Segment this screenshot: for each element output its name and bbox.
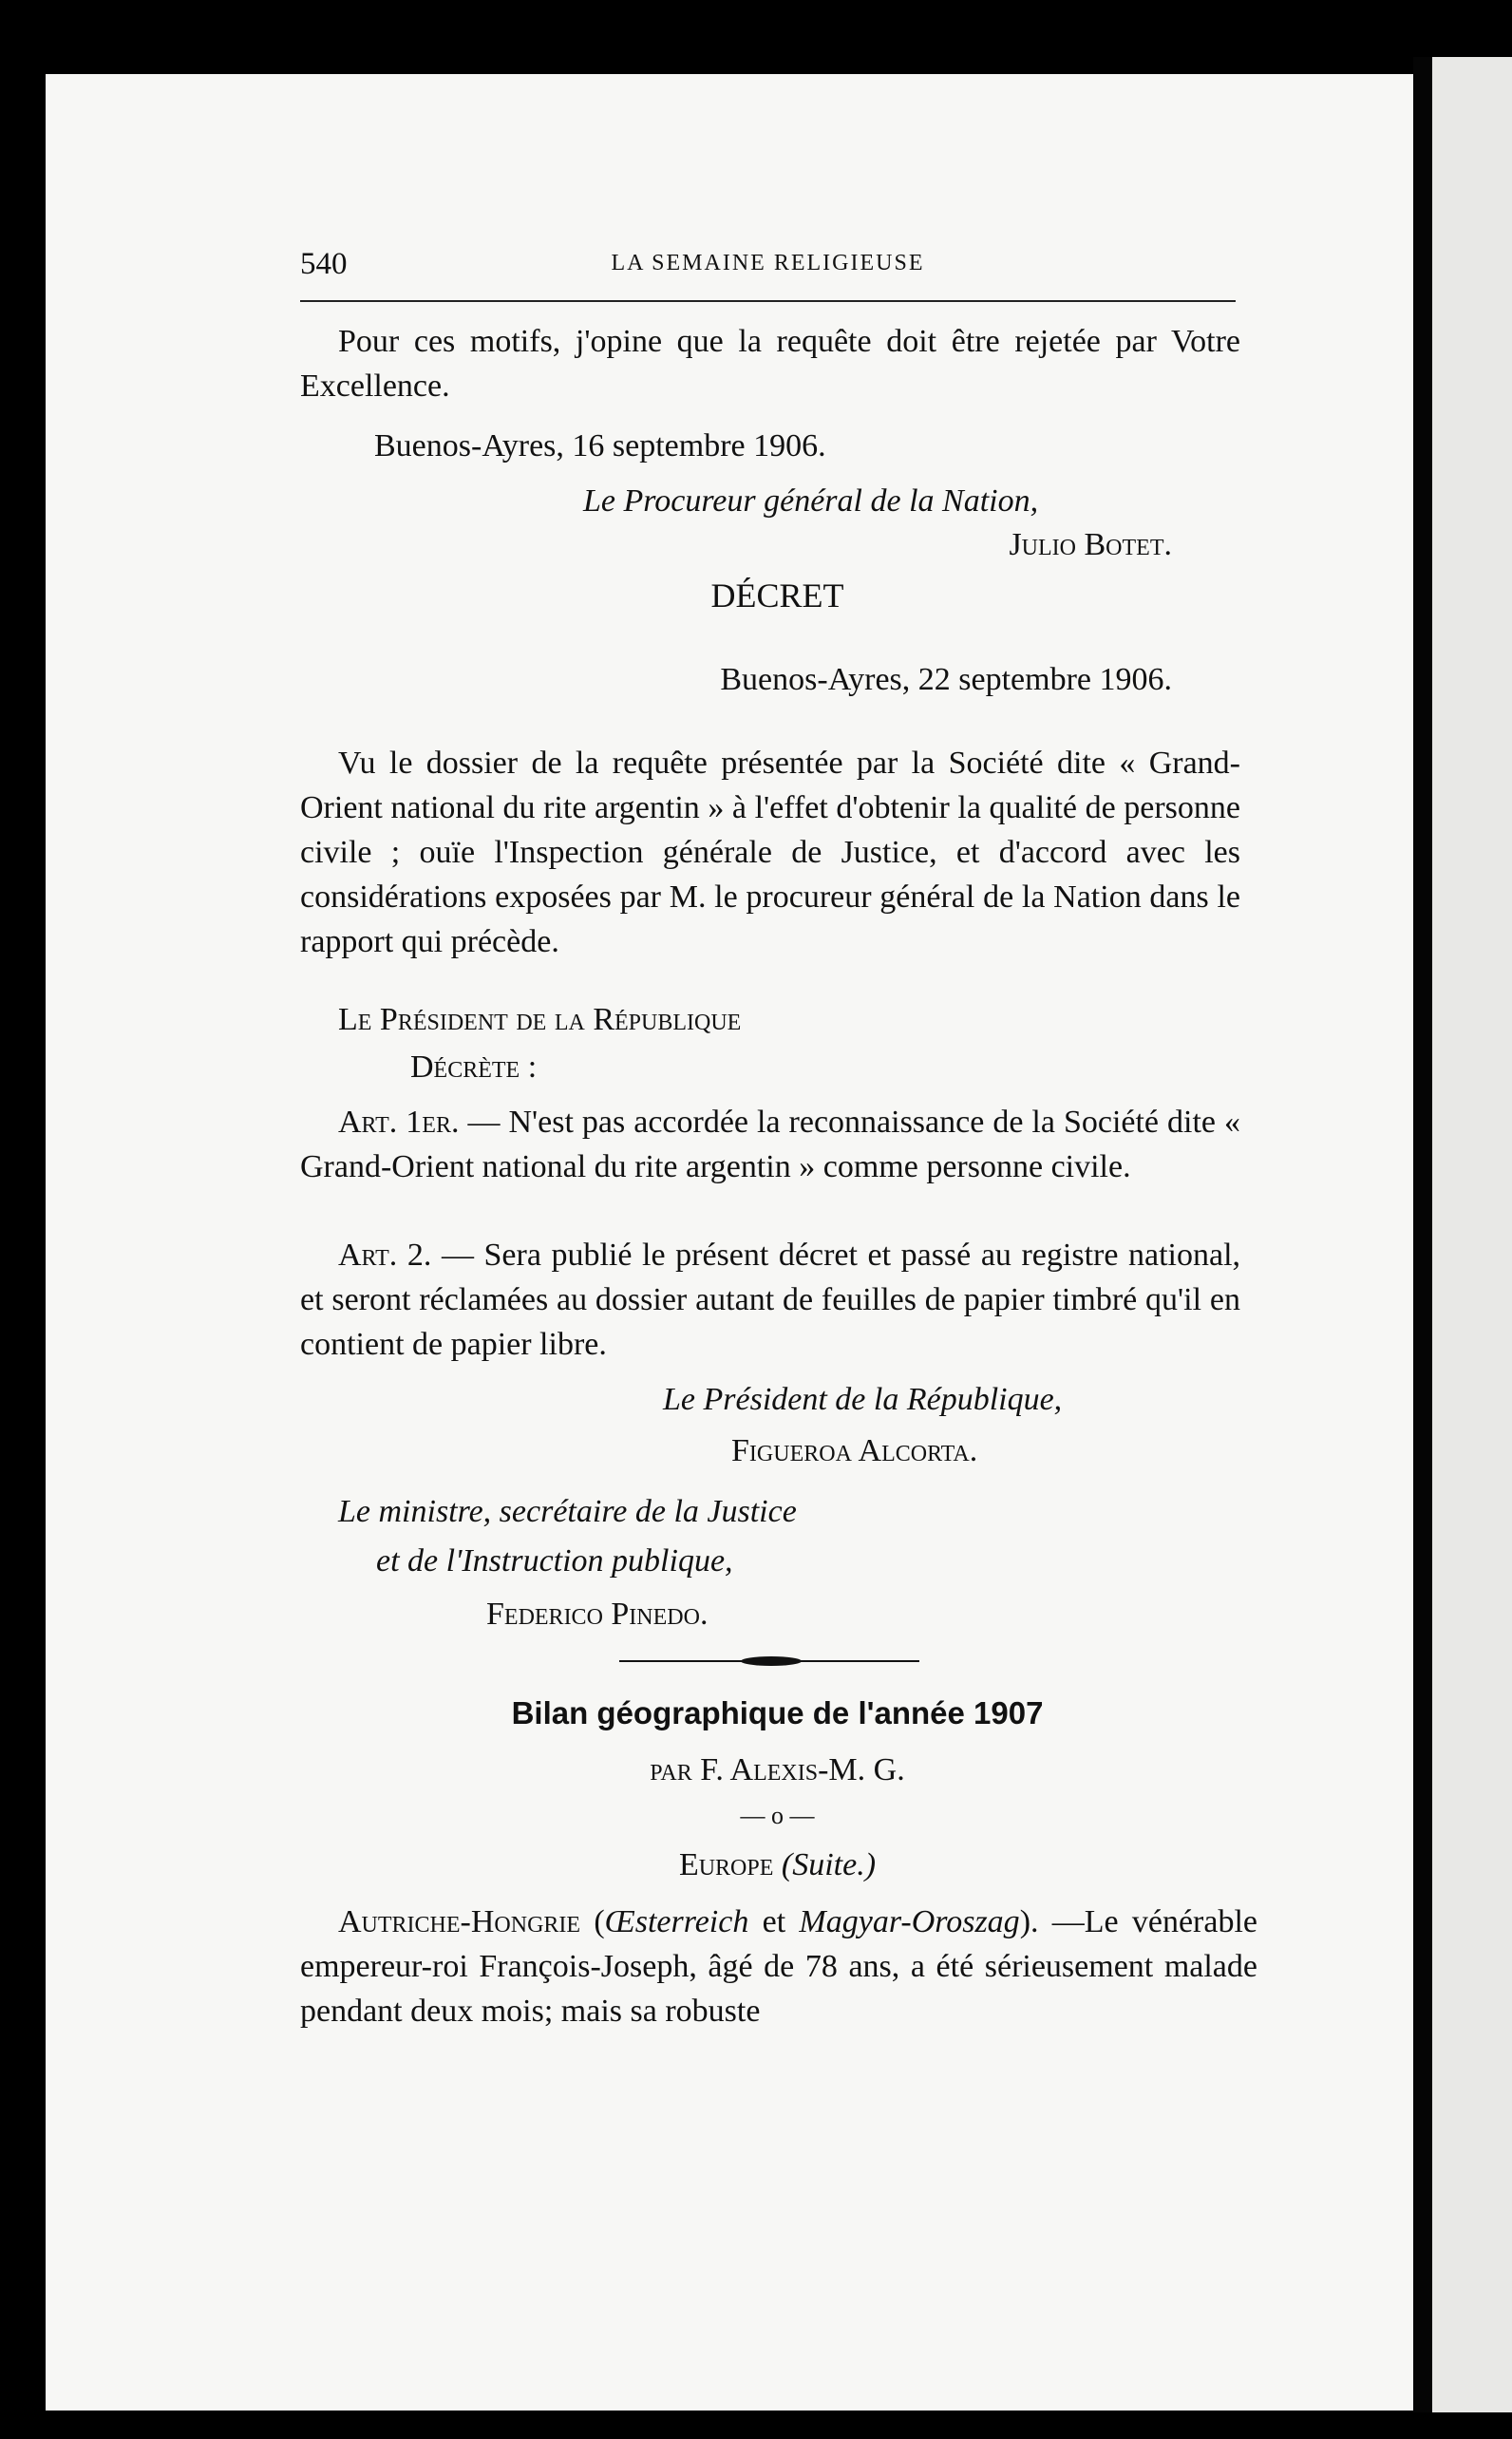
- page-gutter: [1413, 57, 1432, 2412]
- signature-3-title-line1: Le ministre, secrétaire de la Justice: [338, 1494, 797, 1529]
- signature-2-name: Figueroa Alcorta.: [731, 1433, 978, 1468]
- page-number: 540: [300, 247, 348, 281]
- section-name: Europe: [678, 1847, 774, 1882]
- country-name: Autriche-Hongrie: [338, 1904, 581, 1939]
- adjacent-page-edge: [1432, 57, 1512, 2412]
- signature-1-name: Julio Botet.: [1009, 527, 1172, 562]
- country-native-1: Œsterreich: [604, 1904, 749, 1939]
- paragraph-conclusion: Pour ces motifs, j'opine que la requête doit être rejetée par Votre Excellence.: [300, 324, 1240, 404]
- dateline-2: Buenos-Ayres, 22 septembre 1906.: [720, 662, 1172, 697]
- article-2: [300, 1233, 1240, 1367]
- decree-heading: DÉCRET: [710, 577, 844, 614]
- country-and: et: [762, 1904, 786, 1939]
- small-separator: — o —: [740, 1802, 815, 1829]
- signature-1-title: Le Procureur général de la Nation,: [583, 483, 1039, 519]
- article-1-text: — N'est pas accordée la reconnaissance de la Société dite « Grand-Orient national du rite argentin » comme personne civile.: [300, 1105, 1240, 1184]
- article-2-text: — Sera publié le présent décret et passé au registre national, et seront réclamées au dossier autant de feuilles de papier timbré qu'il en contient de papier libre.: [300, 1238, 1241, 1362]
- signature-2-title: Le Président de la République,: [663, 1382, 1063, 1417]
- signature-3-name: Federico Pinedo.: [486, 1597, 709, 1632]
- article-title: Bilan géographique de l'année 1907: [511, 1695, 1044, 1730]
- article-2-label: Art. 2.: [338, 1238, 432, 1273]
- article-byline: par F. Alexis-M. G.: [650, 1752, 905, 1787]
- decrete-line: Décrète :: [410, 1049, 538, 1085]
- paragraph-considerations: Vu le dossier de la requête présentée par la Société dite « Grand-Orient national du rite argentin » à l'effet d'obtenir la qualité de personne civile ; ouïe l'Inspection générale de Justice, et d'accord avec les considérations exposées par M. le procureur général de la Nation dans le rapport qui précède.: [300, 746, 1240, 959]
- country-native-2: Magyar-Oroszag: [799, 1904, 1020, 1939]
- article-paragraph-text: —Le vénérable empereur-roi François-Joseph, âgé de 78 ans, a été sérieusement malade pendant deux mois; mais sa robuste: [300, 1904, 1258, 2029]
- section-suffix: (Suite.): [781, 1847, 877, 1882]
- president-line: Le Président de la République: [338, 1002, 742, 1037]
- dateline-1: Buenos-Ayres, 16 septembre 1906.: [374, 428, 826, 463]
- signature-3-title-line2: et de l'Instruction publique,: [376, 1543, 733, 1579]
- section-heading: [300, 1843, 1255, 1887]
- section-divider-ornament: [741, 1656, 802, 1666]
- article-paragraph: Autriche-Hongrie (Œsterreich et Magyar-Oroszag). —Le vénérable empereur-roi François-Joseph, âgé de 78 ans, a été sérieusement malade pendant deux mois; mais sa robuste: [300, 1904, 1258, 2029]
- article-1: [300, 1100, 1240, 1189]
- running-title: LA SEMAINE RELIGIEUSE: [611, 251, 925, 275]
- page-header: [300, 247, 1236, 302]
- article-1-label: Art. 1er.: [338, 1105, 460, 1140]
